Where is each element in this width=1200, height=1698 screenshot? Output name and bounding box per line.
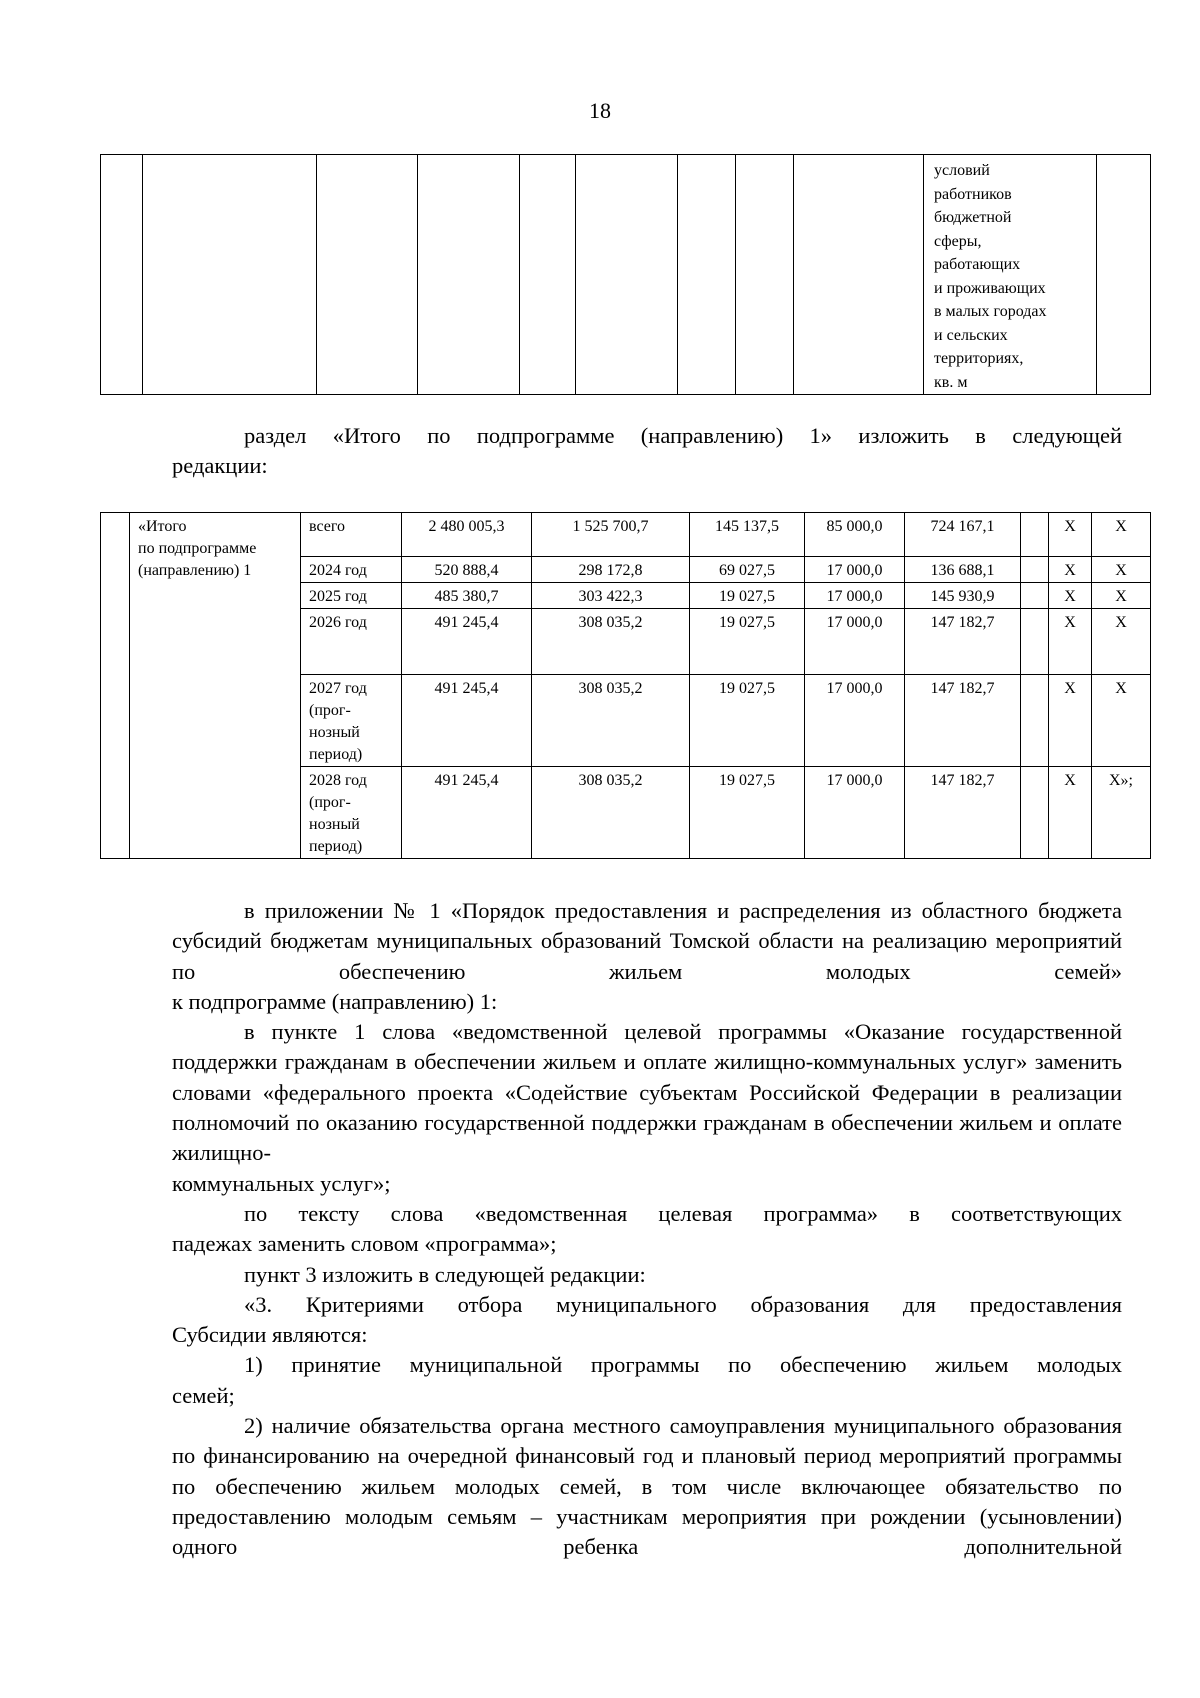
local-value: 17 000,0: [826, 680, 883, 697]
period-line: нозный: [309, 816, 360, 833]
period-cell: [301, 609, 402, 675]
paragraph-7: 2) наличие обязательства органа местного самоуправления муниципального образования по финансированию на очередной финансовый год и плановый период мероприятий программы по обеспечению жильем молодых семей, в том числе включающее обязательство по предоставлению молодым семьям – участникам мероприятия при рождении (усыновлении) одного ребенка дополнительной: [172, 1413, 1122, 1560]
table-cell: [520, 155, 576, 395]
federal-value-cell: [532, 767, 690, 859]
total-label-cell: [130, 513, 301, 859]
x-mark: Х: [1064, 772, 1076, 789]
local-value-cell: [805, 557, 905, 583]
local-value: 17 000,0: [826, 614, 883, 631]
period: [301, 583, 401, 608]
x-mark-cell: [1049, 767, 1092, 859]
paragraph-1: в приложении № 1 «Порядок предоставления и распределения из областного бюджета субсидий бюджетам муниципальных образований Томской области на реализацию мероприятий по обеспечению жильем молодых семей»: [172, 898, 1122, 984]
local-value-cell: [805, 609, 905, 675]
table-cell: [678, 155, 736, 395]
period: [301, 767, 401, 858]
period: [301, 513, 401, 538]
x-mark-cell: [1049, 583, 1092, 609]
period-line: всего: [309, 518, 346, 535]
x-mark-cell: [1049, 513, 1092, 557]
period-line: 2028 год: [309, 772, 367, 789]
other-value-cell: [905, 557, 1021, 583]
indicator-text-line: работающих: [934, 256, 1021, 273]
period-line: период): [309, 746, 363, 763]
period: [301, 609, 401, 634]
x-mark: Х: [1115, 518, 1127, 535]
x-mark-cell: [1049, 609, 1092, 675]
empty-cell: [1021, 767, 1049, 859]
regional-value: 19 027,5: [719, 772, 775, 789]
x-mark: Х: [1064, 518, 1076, 535]
regional-value: 69 027,5: [719, 562, 775, 579]
regional-value-cell: [690, 609, 805, 675]
other-value-cell: [905, 609, 1021, 675]
x-mark-cell: [1049, 675, 1092, 767]
period-line: 2026 год: [309, 614, 367, 631]
table-cell: [1097, 155, 1151, 395]
x-mark: Х: [1064, 562, 1076, 579]
period-cell: [301, 583, 402, 609]
federal-value: 308 035,2: [578, 772, 643, 789]
total-value-cell: [402, 767, 532, 859]
empty-cell: [1021, 609, 1049, 675]
period-cell: [301, 675, 402, 767]
other-value: 136 688,1: [930, 562, 995, 579]
paragraph-5-end: Субсидии являются:: [172, 1322, 368, 1348]
local-value-cell: [805, 675, 905, 767]
paragraph-3: по тексту слова «ведомственная целевая программа» в соответствующих: [244, 1200, 1122, 1226]
period-line: (прог-: [309, 794, 351, 811]
indicator-text-line: бюджетной: [934, 209, 1012, 226]
total-value-cell: [402, 675, 532, 767]
indicator-text-line: кв. м: [934, 373, 968, 391]
regional-value-cell: [690, 513, 805, 557]
regional-value-cell: [690, 767, 805, 859]
indicator-name-cell: [924, 155, 1097, 395]
intro-line-2: редакции:: [172, 453, 268, 479]
page-number: 18: [589, 98, 611, 123]
local-value: 85 000,0: [826, 518, 883, 535]
table-cell: [317, 155, 418, 395]
indicator-text-line: работников: [934, 185, 1012, 203]
local-value-cell: [805, 513, 905, 557]
period-line: (прог-: [309, 702, 351, 719]
subprogram-total-table: [100, 512, 1151, 859]
federal-value-cell: [532, 557, 690, 583]
total-value-cell: [402, 583, 532, 609]
paragraph-1-end: к подпрограмме (направлению) 1:: [172, 988, 498, 1014]
local-value: 17 000,0: [826, 562, 883, 579]
x-mark: Х: [1064, 680, 1076, 697]
indicator-text-line: сферы,: [934, 232, 982, 250]
total-value: 491 245,4: [434, 680, 499, 697]
period-line: 2025 год: [309, 588, 367, 605]
period-line: период): [309, 838, 363, 855]
x-mark-cell: [1092, 609, 1151, 675]
paragraph-2-end: коммунальных услуг»;: [172, 1170, 391, 1196]
regional-value: 19 027,5: [719, 588, 775, 605]
period-line: 2024 год: [309, 562, 367, 579]
total-value-cell: [402, 609, 532, 675]
body-text: [172, 896, 1122, 1563]
table-row: [101, 513, 1151, 557]
local-value: 17 000,0: [826, 588, 883, 605]
x-mark: Х: [1115, 562, 1127, 579]
federal-value-cell: [532, 675, 690, 767]
period: [301, 557, 401, 582]
x-mark: Х: [1064, 614, 1076, 631]
indicator-text-line: и проживающих: [934, 279, 1046, 297]
federal-value-cell: [532, 583, 690, 609]
x-mark: Х: [1115, 680, 1127, 697]
regional-value-cell: [690, 583, 805, 609]
indicator-text-line: территориях,: [934, 350, 1024, 367]
indicator-text-line: и сельских: [934, 326, 1008, 344]
other-value: 147 182,7: [930, 772, 995, 789]
total-label-line: (направлению) 1: [138, 562, 252, 579]
other-value-cell: [905, 767, 1021, 859]
regional-value-cell: [690, 557, 805, 583]
empty-cell: [1021, 675, 1049, 767]
federal-value: 308 035,2: [578, 680, 643, 697]
local-value-cell: [805, 767, 905, 859]
table-cell: [101, 155, 143, 395]
indicator-table-continuation: [100, 154, 1151, 395]
indicator-text-line: в малых городах: [934, 303, 1047, 320]
period-cell: [301, 557, 402, 583]
federal-value: 298 172,8: [578, 562, 643, 579]
total-value-cell: [402, 513, 532, 557]
x-mark: Х: [1115, 588, 1127, 605]
empty-cell: [1021, 583, 1049, 609]
table-cell: [794, 155, 924, 395]
other-value-cell: [905, 583, 1021, 609]
period-cell: [301, 767, 402, 859]
federal-value-cell: [532, 609, 690, 675]
table-cell: [143, 155, 317, 395]
paragraph-3-end: падежах заменить словом «программа»;: [172, 1231, 557, 1257]
total-value: 485 380,7: [434, 588, 499, 605]
total-label-line: «Итого: [138, 518, 187, 535]
other-value-cell: [905, 675, 1021, 767]
blank-cell: [101, 513, 130, 859]
paragraph-4-end: пункт 3 изложить в следующей редакции:: [244, 1261, 646, 1287]
federal-value: 1 525 700,7: [572, 518, 649, 535]
period: [301, 675, 401, 766]
paragraph-6: 1) принятие муниципальной программы по обеспечению жильем молодых: [244, 1352, 1122, 1378]
total-value-cell: [402, 557, 532, 583]
total-label-line: по подпрограмме: [138, 540, 257, 557]
empty-cell: [1021, 513, 1049, 557]
intro-paragraph: [172, 421, 1122, 482]
paragraph-5: «3. Критериями отбора муниципального образования для предоставления: [244, 1291, 1122, 1317]
total-label: [130, 513, 300, 582]
x-mark-cell: [1092, 675, 1151, 767]
total-value: 491 245,4: [434, 614, 499, 631]
x-mark: Х: [1064, 588, 1076, 605]
period-line: 2027 год: [309, 680, 367, 697]
period-line: нозный: [309, 724, 360, 741]
intro-line-1: раздел «Итого по подпрограмме (направлению) 1» изложить в следующей: [244, 423, 1122, 448]
x-mark-cell: [1049, 557, 1092, 583]
total-value: 520 888,4: [434, 562, 499, 579]
regional-value-cell: [690, 675, 805, 767]
paragraph-2: в пункте 1 слова «ведомственной целевой программы «Оказание государственной поддержки гражданам в обеспечении жильем и оплате жилищно-коммунальных услуг» заменить словами «федерального проекта «Содействие субъектам Российской Федерации в реализации полномочий по оказанию государственной поддержки гражданам в обеспечении жильем и оплате жилищно-: [172, 1019, 1122, 1166]
local-value-cell: [805, 583, 905, 609]
table-cell: [418, 155, 520, 395]
other-value: 147 182,7: [930, 614, 995, 631]
table-cell: [736, 155, 794, 395]
x-mark-cell: [1092, 557, 1151, 583]
table-cell: [576, 155, 678, 395]
total-value: 2 480 005,3: [428, 518, 505, 535]
empty-cell: [1021, 557, 1049, 583]
other-value-cell: [905, 513, 1021, 557]
other-value: 145 930,9: [930, 588, 995, 605]
x-mark-cell: [1092, 583, 1151, 609]
other-value: 724 167,1: [930, 518, 995, 535]
federal-value: 308 035,2: [578, 614, 643, 631]
x-mark-cell: [1092, 513, 1151, 557]
federal-value: 303 422,3: [578, 588, 643, 605]
regional-value: 19 027,5: [719, 680, 775, 697]
regional-value: 19 027,5: [719, 614, 775, 631]
local-value: 17 000,0: [826, 772, 883, 789]
regional-value: 145 137,5: [715, 518, 779, 535]
indicator-text-line: условий: [934, 162, 990, 179]
x-mark: Х: [1115, 614, 1127, 631]
total-value: 491 245,4: [434, 772, 499, 789]
x-mark: Х»;: [1109, 772, 1133, 789]
period-cell: [301, 513, 402, 557]
paragraph-6-end: семей;: [172, 1382, 235, 1408]
x-mark-cell: [1092, 767, 1151, 859]
other-value: 147 182,7: [930, 680, 995, 697]
federal-value-cell: [532, 513, 690, 557]
